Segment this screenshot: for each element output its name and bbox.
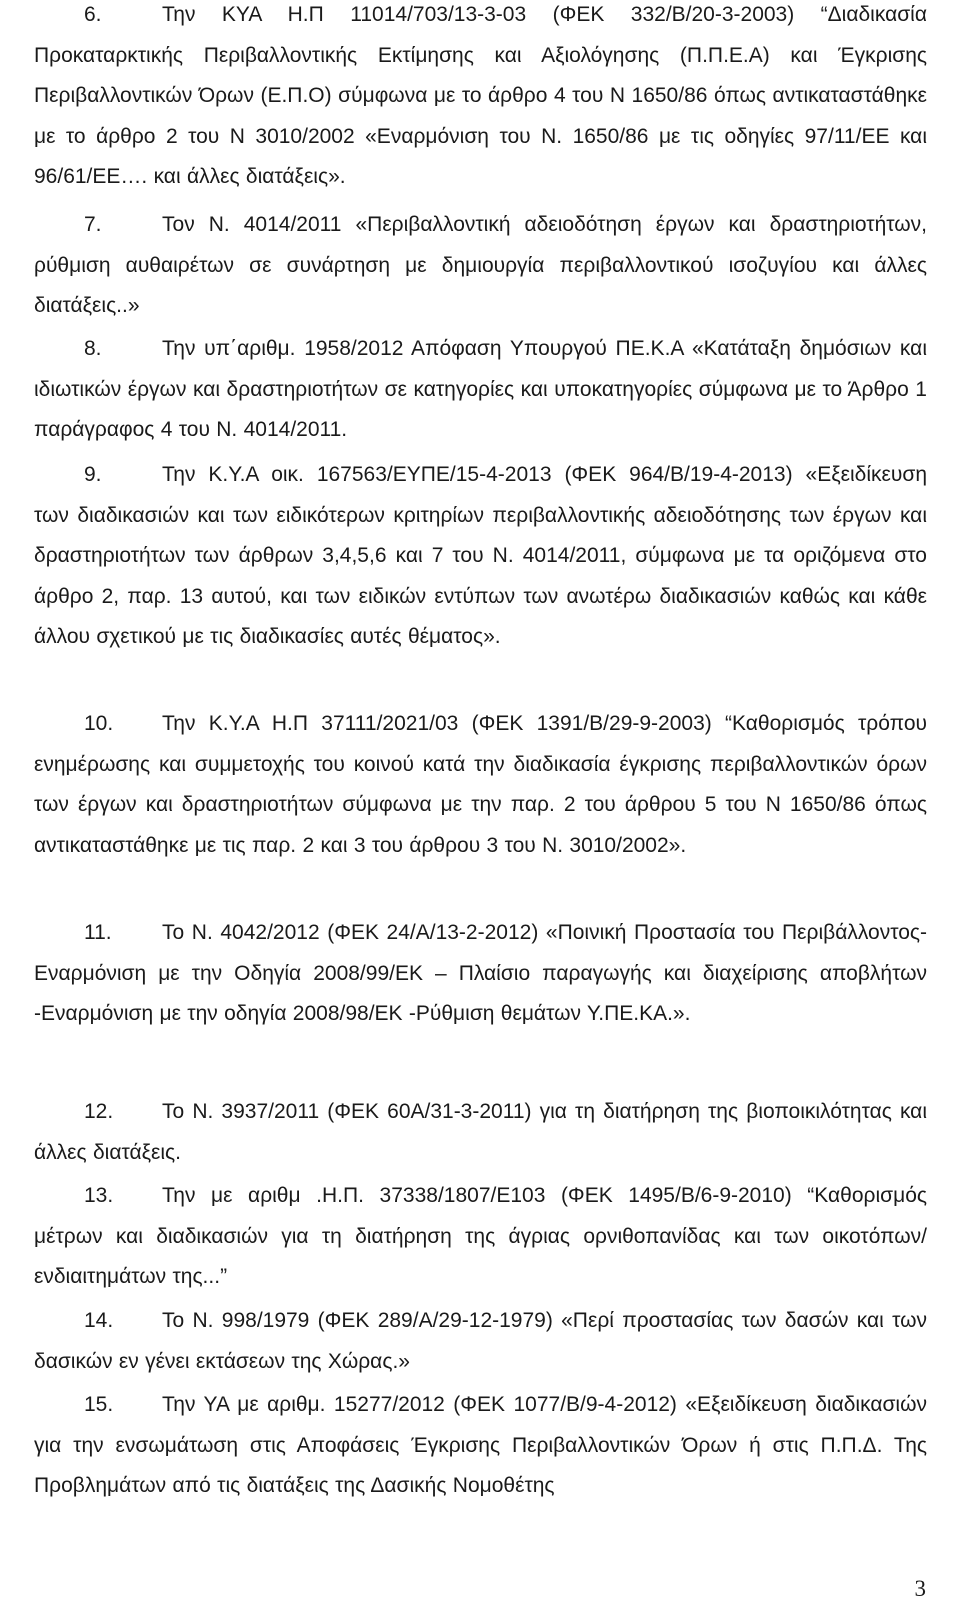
list-item-number: 12. bbox=[84, 1100, 114, 1123]
list-item-text: Το Ν. 3937/2011 (ΦΕΚ 60Α/31-3-2011) για τη διατήρηση της βιοποικιλότητας και άλλες διατάξεις. bbox=[34, 1100, 927, 1164]
list-item-12 bbox=[34, 1092, 927, 1173]
list-item-text: Τον Ν. 4014/2011 «Περιβαλλοντική αδειοδότηση έργων και δραστηριοτήτων, ρύθμιση αυθαιρέτων σε συνάρτηση με δημιουργία περιβαλλοντικού ισοζυγίου και άλλες διατάξεις..» bbox=[34, 213, 927, 318]
list-item-6 bbox=[34, 0, 927, 198]
list-item-text: Το Ν. 4042/2012 (ΦΕΚ 24/Α/13-2-2012) «Ποινική Προστασία του Περιβάλλοντος-Εναρμόνιση με την Οδηγία 2008/99/ΕΚ – Πλαίσιο παραγωγής και διαχείρισης αποβλήτων -Εναρμόνιση με την οδηγία 2008/98/ΕΚ -Ρύθμιση θεμάτων Υ.ΠΕ.ΚΑ.». bbox=[34, 921, 927, 1026]
list-item-number: 15. bbox=[84, 1393, 114, 1416]
list-item-number: 14. bbox=[84, 1309, 114, 1332]
list-item-number: 7. bbox=[84, 213, 102, 236]
list-item-text: Το Ν. 998/1979 (ΦΕΚ 289/Α/29-12-1979) «Περί προστασίας των δασών και των δασικών εν γένει εκτάσεων της Χώρας.» bbox=[34, 1309, 927, 1373]
list-item-8 bbox=[34, 329, 927, 451]
list-item-15 bbox=[34, 1385, 927, 1507]
list-item-number: 6. bbox=[84, 3, 102, 26]
list-item-number: 9. bbox=[84, 463, 102, 486]
list-item-11 bbox=[34, 913, 927, 1035]
list-item-text: Την ΚΥΑ Η.Π 11014/703/13-3-03 (ΦΕΚ 332/Β/20-3-2003) “Διαδικασία Προκαταρκτικής Περιβαλλοντικής Εκτίμησης και Αξιολόγησης (Π.Π.Ε.Α) και Έγκρισης Περιβαλλοντικών Όρων (Ε.Π.Ο) σύμφωνα με το άρθρο 4 του Ν 1650/86 όπως αντικαταστάθηκε με το άρθρο 2 του Ν 3010/2002 «Εναρμόνιση του Ν. 1650/86 με τις οδηγίες 97/11/ΕΕ και 96/61/ΕΕ…. και άλλες διατάξεις». bbox=[34, 3, 927, 189]
list-item-text: Την Κ.Υ.Α οικ. 167563/ΕΥΠΕ/15-4-2013 (ΦΕΚ 964/Β/19-4-2013) «Εξειδίκευση των διαδικασιών και των ειδικότερων κριτηρίων περιβαλλοντικής αδειοδότησης των έργων και δραστηριοτήτων των άρθρων 3,4,5,6 και 7 του Ν. 4014/2011, σύμφωνα με τα οριζόμενα στο άρθρο 2, παρ. 13 αυτού, και των ειδικών εντύπων των ανωτέρω διαδικασιών καθώς και κάθε άλλου σχετικού με τις διαδικασίες αυτές θέματος». bbox=[34, 463, 927, 649]
list-item-14 bbox=[34, 1301, 927, 1382]
list-item-text: Την ΥΑ με αριθμ. 15277/2012 (ΦΕΚ 1077/Β/9-4-2012) «Εξειδίκευση διαδικασιών για την ενσωμάτωση στις Αποφάσεις Έγκρισης Περιβαλλοντικών Όρων ή στις Π.Π.Δ. Της Προβλημάτων από τις διατάξεις της Δασικής Νομοθέτης bbox=[34, 1393, 927, 1498]
page-number: 3 bbox=[914, 1576, 926, 1601]
list-item-number: 13. bbox=[84, 1184, 114, 1207]
list-item-text: Την υπ΄αριθμ. 1958/2012 Απόφαση Υπουργού ΠΕ.Κ.Α «Κατάταξη δημόσιων και ιδιωτικών έργων και δραστηριοτήτων σε κατηγορίες και υποκατηγορίες σύμφωνα με το Άρθρο 1 παράγραφος 4 του Ν. 4014/2011. bbox=[34, 337, 927, 442]
list-item-text: Την με αριθμ .Η.Π. 37338/1807/Ε103 (ΦΕΚ 1495/Β/6-9-2010) “Καθορισμός μέτρων και διαδικασιών για τη διατήρηση της άγριας ορνιθοπανίδας και των οικοτόπων/ ενδιαιτημάτων της...” bbox=[34, 1184, 927, 1289]
list-item-13 bbox=[34, 1176, 927, 1298]
list-item-9 bbox=[34, 455, 927, 658]
list-item-10 bbox=[34, 704, 927, 866]
list-item-7 bbox=[34, 205, 927, 327]
list-item-text: Την Κ.Υ.Α Η.Π 37111/2021/03 (ΦΕΚ 1391/Β/29-9-2003) “Καθορισμός τρόπου ενημέρωσης και συμμετοχής του κοινού κατά την διαδικασία έγκρισης περιβαλλοντικών όρων των έργων και δραστηριοτήτων σύμφωνα με την παρ. 2 του άρθρου 5 του Ν 1650/86 όπως αντικαταστάθηκε με τις παρ. 2 και 3 του άρθρου 3 του Ν. 3010/2002». bbox=[34, 712, 927, 857]
list-item-number: 11. bbox=[84, 921, 112, 944]
list-item-number: 10. bbox=[84, 712, 114, 735]
list-item-number: 8. bbox=[84, 337, 102, 360]
